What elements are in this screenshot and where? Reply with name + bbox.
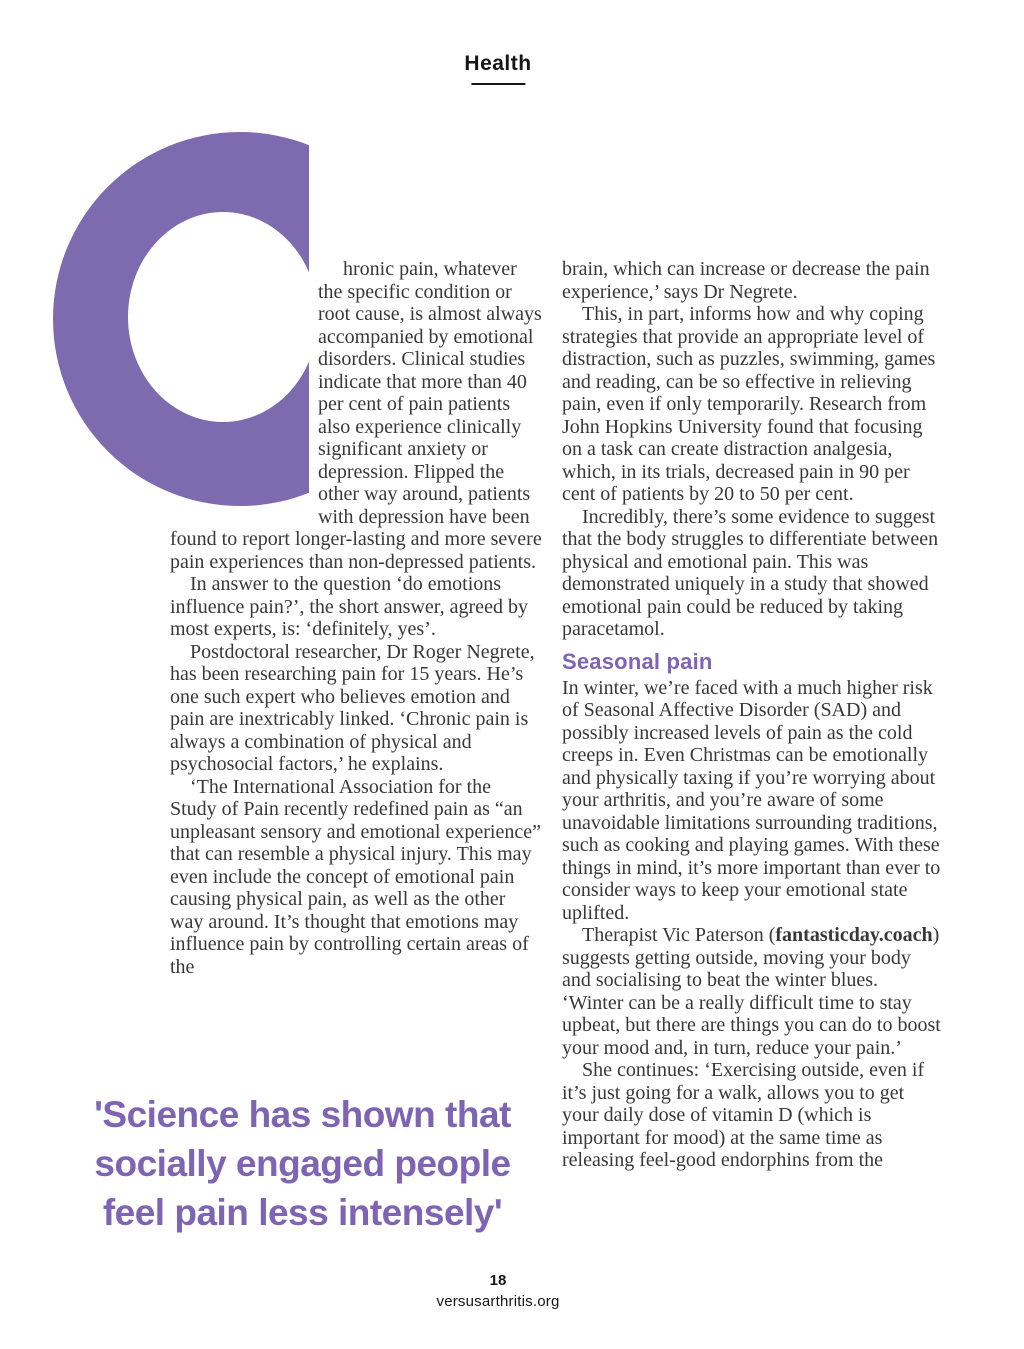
article-column-2 [562, 258, 942, 1172]
paragraph: Incredibly, there’s some evidence to suggest that the body struggles to differentiate between physical and emotional pain. This was demonstrated uniquely in a study that showed emotional pain could be reduced by taking paracetamol. [562, 505, 939, 640]
paragraph: Postdoctoral researcher, Dr Roger Negrete, has been researching pain for 15 years. He’s one such expert who believes emotion and pain are inextricably linked. ‘Chronic pain is always a combination of physical and psychosocial factors,’ he explains. [170, 640, 535, 775]
page-number: 18 [489, 1272, 507, 1289]
paragraph: ‘The International Association for the Study of Pain recently redefined pain as “an unpleasant sensory and emotional experience” that can resemble a physical injury. This may even include the concept of emotional pain causing physical pain, as well as the other way around. It’s thought that emotions may influence pain by controlling certain areas of the [170, 775, 541, 978]
pull-quote-line: socially engaged people [94, 1143, 511, 1184]
website-mention: fantasticday.coach [775, 924, 933, 946]
pull-quote-line: feel pain less intensely' [102, 1192, 503, 1233]
article-column-1 [170, 258, 542, 1172]
paragraph: She continues: ‘Exercising outside, even if it’s just going for a walk, allows you to get your daily dose of vitamin D (which is important for mood) at the same time as releasing feel-good endorphins from the [562, 1059, 925, 1171]
article-body [170, 258, 942, 1172]
section-underline [471, 83, 525, 85]
pull-quote-line: 'Science has shown that [94, 1094, 511, 1135]
footer [436, 1272, 559, 1310]
section-label: Health [464, 52, 532, 75]
paragraph: This, in part, informs how and why coping strategies that provide an appropriate level of distraction, such as puzzles, swimming, games and reading, can be so effective in relieving pain, even if only temporarily. Research from John Hopkins University found that focusing on a task can create distraction analgesia, which, in its trials, decreased pain in 90 per cent of patients by 20 to 50 per cent. [562, 303, 936, 505]
paragraph: In winter, we’re faced with a much higher risk of Seasonal Affective Disorder (SAD) and possibly increased levels of pain as the cold creeps in. Even Christmas can be emotionally and physically taxing if you’re worrying about your arthritis, and you’re aware of some unavoidable limitations surrounding traditions, such as cooking and playing games. With these things in mind, it’s more important than ever to consider ways to keep your emotional state uplifted. [562, 676, 941, 924]
paragraph: In answer to the question ‘do emotions influence pain?’, the short answer, agreed by most experts, is: ‘definitely, yes’. [170, 573, 528, 640]
paragraph: hronic pain, whatever the specific condition or root cause, is almost always accompanied by emotional disorders. Clinical studies indicate that more than 40 per cent of pain patients also experience clinically significant anxiety or depression. Flipped the other way around, patients with depression have been found to report longer-lasting and more severe pain experiences than non-depressed patients. [170, 258, 542, 573]
website-url: versusarthritis.org [436, 1293, 560, 1310]
drop-cap-spacer [170, 258, 318, 506]
paragraph [562, 924, 942, 1059]
paragraph-text: ) suggests getting outside, moving your body and socialising to beat the winter blues. ‘Winter can be a really difficult time to stay upbeat, but there are things you can do to boost your mood and, in turn, reduce your pain.’ [562, 924, 941, 1059]
pull-quote [55, 1090, 550, 1237]
seasonal-pain-heading: Seasonal pain [562, 648, 713, 674]
paragraph: brain, which can increase or decrease the pain experience,’ says Dr Negrete. [562, 258, 930, 303]
paragraph-text: Therapist Vic Paterson ( [582, 924, 776, 946]
header [464, 52, 531, 85]
